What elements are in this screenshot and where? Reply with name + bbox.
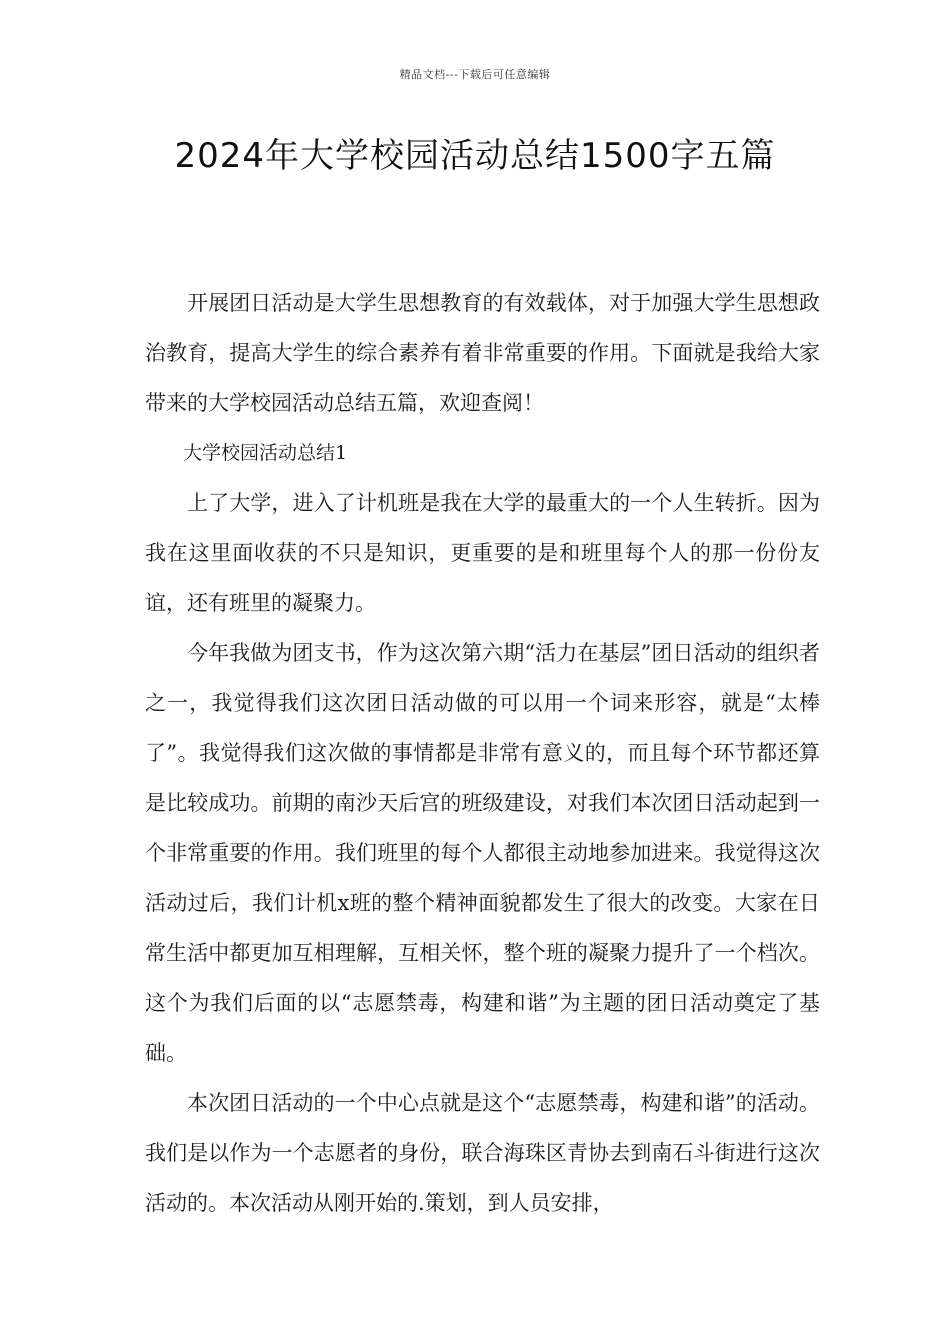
body-paragraph: 上了大学，进入了计机班是我在大学的最重大的一个人生转折。因为我在这里面收获的不只是知识，更重要的是和班里每个人的那一份份友谊，还有班里的凝聚力。 xyxy=(145,491,820,615)
section-heading: 大学校园活动总结1 xyxy=(183,442,348,464)
body-paragraph: 今年我做为团支书，作为这次第六期“活力在基层”团日活动的组织者之一，我觉得我们这次团日活动做的可以用一个词来形容，就是“太棒了”。我觉得我们这次做的事情都是非常有意义的，而且每个环节都还算是比较成功。前期的南沙天后宫的班级建设，对我们本次团日活动起到一个非常重要的作用。我们班里的每个人都很主动地参加进来。我觉得这次活动过后，我们计机x班的整个精神面貌都发生了很大的改变。大家在日常生活中都更加互相理解，互相关怀，整个班的凝聚力提升了一个档次。这个为我们后面的以“志愿禁毒，构建和谐”为主题的团日活动奠定了基础。 xyxy=(145,641,820,1065)
document-title: 2024年大学校园活动总结1500字五篇 xyxy=(174,136,776,176)
document-body xyxy=(145,278,820,1228)
intro-paragraph: 开展团日活动是大学生思想教育的有效载体，对于加强大学生思想政治教育，提高大学生的综合素养有着非常重要的作用。下面就是我给大家带来的大学校园活动总结五篇，欢迎查阅！ xyxy=(145,291,820,415)
header-note: 精品文档---下载后可任意编辑 xyxy=(399,68,551,81)
body-paragraph: 本次团日活动的一个中心点就是这个“志愿禁毒，构建和谐”的活动。我们是以作为一个志愿者的身份，联合海珠区青协去到南石斗街进行这次活动的。本次活动从刚开始的.策划，到人员安排， xyxy=(145,1091,820,1215)
